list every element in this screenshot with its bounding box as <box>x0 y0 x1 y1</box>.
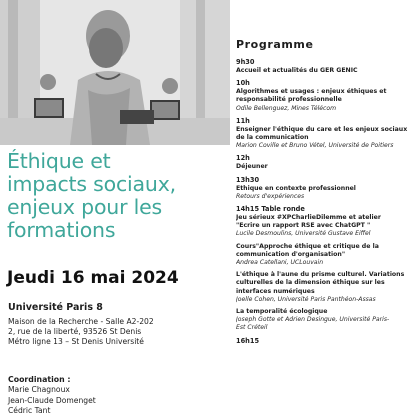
venue-address-line: Maison de la Recherche - Salle A2-202 <box>8 317 154 326</box>
slot-title: interfaces numériques <box>236 287 315 295</box>
slot-time: 9h30 <box>236 58 255 66</box>
coordinator-name: Cédric Tant <box>8 406 51 415</box>
slot-time: 13h30 <box>236 175 260 184</box>
programme-slot <box>236 337 420 346</box>
slot-speaker: Marion Coville et Bruno Vétel, Université de Poitiers <box>236 142 394 150</box>
programme-slot <box>236 154 420 171</box>
slot-title: Jeu sérieux #XPCharlieDilemme et atelier <box>236 214 381 222</box>
title-line: enjeux pour les <box>7 195 163 219</box>
programme-slot <box>236 176 420 201</box>
slot-speaker: Joseph Gotte et Adrien Desingue, Université Paris- <box>236 316 390 324</box>
programme-slot <box>236 79 420 113</box>
slot-time: 11h <box>236 116 250 125</box>
slot-time: 12h <box>236 154 250 163</box>
venue-name: Université Paris 8 <box>8 302 103 313</box>
title-line: Éthique et <box>7 149 111 173</box>
slot-speaker: Est Créteil <box>236 324 268 332</box>
slot-speaker: Retours d'expériences <box>236 192 305 200</box>
programme-heading: Programme <box>236 38 314 51</box>
slot-speaker: Andrea Catellani, UCLouvain <box>236 259 324 267</box>
slot-title: Enseigner l'éthique du care et les enjeux sociaux <box>236 125 408 133</box>
programme-slot <box>236 205 420 333</box>
slot-title: culturelles de la dimension éthique sur les <box>236 279 385 287</box>
slot-title: communication d'organisation" <box>236 250 346 258</box>
slot-title: Déjeuner <box>236 163 268 171</box>
slot-time: 10h <box>236 79 250 88</box>
venue-address-line: 2, rue de la liberté, 93526 St Denis <box>8 327 142 336</box>
slot-time: 14h15 Table ronde <box>236 205 305 214</box>
programme-column <box>236 38 420 420</box>
event-title <box>7 150 237 242</box>
slot-speaker: Joelle Cohen, Université Paris Panthéon-Assas <box>236 295 376 303</box>
programme-slot <box>236 117 420 151</box>
slot-title: Accueil et actualités du GER GENIC <box>236 67 358 74</box>
slot-speaker: Lucile Desmoulins, Université Gustave Eiffel <box>236 230 371 238</box>
coordination-heading: Coordination : <box>8 375 71 384</box>
slot-title: Algorithmes et usages : enjeux éthiques et <box>236 88 387 96</box>
coordination-block <box>8 374 233 417</box>
slot-title: de la communication <box>236 134 309 142</box>
slot-title: Ethique en contexte professionnel <box>236 184 356 192</box>
philosopher-illustration-icon <box>0 0 230 145</box>
slot-title: La temporalité écologique <box>236 308 328 316</box>
slot-title: "Ecrire un rapport RSE avec ChatGPT " <box>236 222 371 230</box>
coordinator-name: Marie Chagnoux <box>8 385 70 394</box>
venue-address-line: Métro ligne 13 – St Denis Université <box>8 337 144 346</box>
coordinator-name: Jean-Claude Domenget <box>8 395 96 405</box>
programme-slot <box>236 58 420 75</box>
slot-title: Cours"Approche éthique et critique de la <box>236 242 379 250</box>
programme-slots <box>236 58 420 346</box>
event-date: Jeudi 16 mai 2024 <box>7 268 179 288</box>
slot-time: 16h15 <box>236 336 260 345</box>
title-line: formations <box>7 218 116 242</box>
slot-title: L'éthique à l'aune du prisme culturel. Variations <box>236 271 405 279</box>
title-line: impacts sociaux, <box>7 172 176 196</box>
header-illustration <box>0 0 230 145</box>
slot-title: responsabilité professionnelle <box>236 96 342 104</box>
venue-block <box>8 302 233 347</box>
slot-speaker: Odile Bellenguez, Mines Télécom <box>236 104 337 112</box>
